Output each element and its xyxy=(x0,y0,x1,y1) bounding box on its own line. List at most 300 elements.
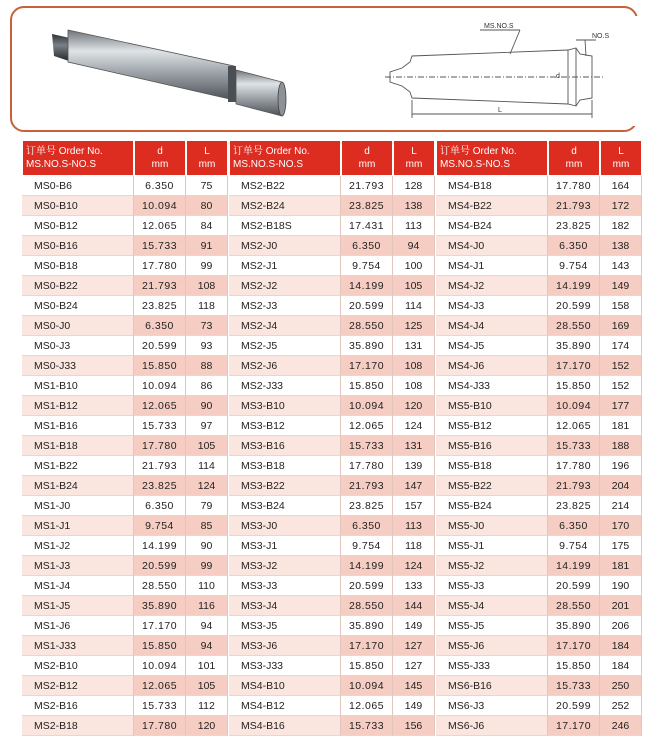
table-row xyxy=(229,396,435,416)
order-no-cell: MS3-B18 xyxy=(229,456,341,476)
table-row xyxy=(229,596,435,616)
d-header-label: d xyxy=(157,146,163,157)
d-cell: 9.754 xyxy=(341,536,393,556)
order-no-cell: MS2-J2 xyxy=(229,276,341,296)
table-row xyxy=(22,236,228,256)
d-cell: 6.350 xyxy=(134,316,186,336)
table-row xyxy=(22,496,228,516)
table-row xyxy=(22,676,228,696)
d-cell: 9.754 xyxy=(341,256,393,276)
d-cell: 14.199 xyxy=(134,536,186,556)
L-cell: 206 xyxy=(600,616,642,636)
table-row xyxy=(22,656,228,676)
order-no-cell: MS2-J6 xyxy=(229,356,341,376)
d-cell: 10.094 xyxy=(134,196,186,216)
d-header-unit: mm xyxy=(565,159,583,170)
d-header xyxy=(134,140,186,176)
order-no-cell: MS5-B12 xyxy=(436,416,548,436)
d-cell: 21.793 xyxy=(341,476,393,496)
d-cell: 9.754 xyxy=(134,516,186,536)
d-cell: 17.431 xyxy=(341,216,393,236)
order-no-cell: MS3-J0 xyxy=(229,516,341,536)
table-row xyxy=(436,656,642,676)
L-cell: 75 xyxy=(186,176,228,196)
d-cell: 10.094 xyxy=(341,676,393,696)
order-no-cell: MS3-J33 xyxy=(229,656,341,676)
order-no-header-line2: MS.NO.S-NO.S xyxy=(233,159,304,170)
L-cell: 105 xyxy=(186,676,228,696)
spec-table-group-3 xyxy=(436,140,642,736)
d-cell: 15.850 xyxy=(548,376,600,396)
table-row xyxy=(22,356,228,376)
table-row xyxy=(22,196,228,216)
table-row xyxy=(436,256,642,276)
order-no-cell: MS4-J6 xyxy=(436,356,548,376)
L-cell: 152 xyxy=(600,376,642,396)
product-photo xyxy=(42,16,332,126)
table-row xyxy=(436,616,642,636)
d-cell: 6.350 xyxy=(548,516,600,536)
L-cell: 108 xyxy=(393,376,435,396)
d-cell: 15.850 xyxy=(134,636,186,656)
L-cell: 86 xyxy=(186,376,228,396)
L-cell: 204 xyxy=(600,476,642,496)
table-row xyxy=(436,236,642,256)
table-row xyxy=(436,676,642,696)
L-cell: 181 xyxy=(600,556,642,576)
d-cell: 21.793 xyxy=(341,176,393,196)
d-cell: 23.825 xyxy=(548,496,600,516)
order-no-header-line1: 订单号 Order No. xyxy=(26,146,103,157)
L-cell: 124 xyxy=(186,476,228,496)
table-row xyxy=(436,416,642,436)
order-no-cell: MS5-J0 xyxy=(436,516,548,536)
table-row xyxy=(229,676,435,696)
L-cell: 139 xyxy=(393,456,435,476)
d-cell: 17.170 xyxy=(134,616,186,636)
order-no-cell: MS5-J1 xyxy=(436,536,548,556)
order-no-cell: MS3-J6 xyxy=(229,636,341,656)
d-cell: 35.890 xyxy=(341,336,393,356)
technical-drawing xyxy=(380,16,638,126)
table-header-row xyxy=(22,140,228,176)
L-cell: 182 xyxy=(600,216,642,236)
d-cell: 15.733 xyxy=(134,416,186,436)
L-cell: 145 xyxy=(393,676,435,696)
table-row xyxy=(229,656,435,676)
table-row xyxy=(436,556,642,576)
table-row xyxy=(229,216,435,236)
d-cell: 10.094 xyxy=(134,376,186,396)
table-row xyxy=(436,436,642,456)
L-cell: 246 xyxy=(600,716,642,736)
L-cell: 196 xyxy=(600,456,642,476)
order-no-cell: MS5-J6 xyxy=(436,636,548,656)
d-cell: 23.825 xyxy=(548,216,600,236)
order-no-cell: MS5-B18 xyxy=(436,456,548,476)
table-row xyxy=(22,476,228,496)
order-no-cell: MS3-B22 xyxy=(229,476,341,496)
L-cell: 174 xyxy=(600,336,642,356)
order-no-cell: MS1-J4 xyxy=(22,576,134,596)
L-cell: 149 xyxy=(393,616,435,636)
table-row xyxy=(22,516,228,536)
table-row xyxy=(22,636,228,656)
order-no-cell: MS3-J1 xyxy=(229,536,341,556)
d-cell: 15.850 xyxy=(134,356,186,376)
table-row xyxy=(229,176,435,196)
L-cell: 128 xyxy=(393,176,435,196)
table-row xyxy=(229,256,435,276)
L-cell: 120 xyxy=(393,396,435,416)
order-no-cell: MS2-J5 xyxy=(229,336,341,356)
d-cell: 14.199 xyxy=(548,276,600,296)
L-cell: 143 xyxy=(600,256,642,276)
table-row xyxy=(22,216,228,236)
L-cell: 80 xyxy=(186,196,228,216)
table-row xyxy=(229,196,435,216)
d-cell: 20.599 xyxy=(548,696,600,716)
order-no-header-line2: MS.NO.S-NO.S xyxy=(440,159,511,170)
table-row xyxy=(22,556,228,576)
L-cell: 133 xyxy=(393,576,435,596)
d-cell: 23.825 xyxy=(134,476,186,496)
d-cell: 10.094 xyxy=(134,656,186,676)
d-cell: 12.065 xyxy=(134,676,186,696)
d-cell: 9.754 xyxy=(548,536,600,556)
L-cell: 112 xyxy=(186,696,228,716)
order-no-cell: MS2-J4 xyxy=(229,316,341,336)
L-cell: 157 xyxy=(393,496,435,516)
L-cell: 144 xyxy=(393,596,435,616)
table-row xyxy=(436,196,642,216)
L-header-label: L xyxy=(204,146,210,157)
table-row xyxy=(229,416,435,436)
order-no-cell: MS0-B10 xyxy=(22,196,134,216)
d-cell: 21.793 xyxy=(134,456,186,476)
order-no-cell: MS3-J5 xyxy=(229,616,341,636)
L-cell: 124 xyxy=(393,416,435,436)
order-no-header xyxy=(229,140,341,176)
order-no-cell: MS0-B24 xyxy=(22,296,134,316)
d-cell: 14.199 xyxy=(548,556,600,576)
d-cell: 23.825 xyxy=(341,196,393,216)
table-row xyxy=(436,536,642,556)
spec-table xyxy=(22,140,228,736)
L-cell: 125 xyxy=(393,316,435,336)
d-cell: 28.550 xyxy=(341,316,393,336)
L-cell: 252 xyxy=(600,696,642,716)
table-row xyxy=(229,576,435,596)
L-cell: 170 xyxy=(600,516,642,536)
L-header xyxy=(393,140,435,176)
order-no-cell: MS0-B12 xyxy=(22,216,134,236)
table-row xyxy=(229,616,435,636)
L-cell: 188 xyxy=(600,436,642,456)
table-row xyxy=(436,316,642,336)
table-row xyxy=(436,496,642,516)
table-row xyxy=(436,636,642,656)
d-cell: 28.550 xyxy=(341,596,393,616)
diagram-no-label: NO.S xyxy=(592,33,610,40)
d-header xyxy=(548,140,600,176)
diagram-L-label: L xyxy=(498,107,502,114)
table-row xyxy=(22,316,228,336)
table-row xyxy=(229,276,435,296)
table-row xyxy=(22,416,228,436)
order-no-header xyxy=(22,140,134,176)
table-row xyxy=(22,336,228,356)
L-cell: 94 xyxy=(393,236,435,256)
L-cell: 118 xyxy=(186,296,228,316)
L-cell: 88 xyxy=(186,356,228,376)
order-no-cell: MS6-J3 xyxy=(436,696,548,716)
order-no-cell: MS1-J6 xyxy=(22,616,134,636)
d-cell: 9.754 xyxy=(548,256,600,276)
table-row xyxy=(229,236,435,256)
L-cell: 85 xyxy=(186,516,228,536)
d-cell: 15.850 xyxy=(341,656,393,676)
order-no-cell: MS1-J3 xyxy=(22,556,134,576)
order-no-cell: MS5-J2 xyxy=(436,556,548,576)
table-row xyxy=(436,216,642,236)
order-no-cell: MS0-J33 xyxy=(22,356,134,376)
table-header-row xyxy=(229,140,435,176)
table-row xyxy=(436,396,642,416)
table-row xyxy=(229,376,435,396)
order-no-cell: MS1-B24 xyxy=(22,476,134,496)
order-no-cell: MS6-B16 xyxy=(436,676,548,696)
d-cell: 17.780 xyxy=(341,456,393,476)
table-row xyxy=(436,336,642,356)
L-cell: 120 xyxy=(186,716,228,736)
order-no-cell: MS2-B24 xyxy=(229,196,341,216)
table-row xyxy=(436,376,642,396)
table-row xyxy=(436,516,642,536)
d-cell: 10.094 xyxy=(548,396,600,416)
L-cell: 110 xyxy=(186,576,228,596)
order-no-header-line1: 订单号 Order No. xyxy=(440,146,517,157)
table-row xyxy=(22,596,228,616)
order-no-cell: MS1-B22 xyxy=(22,456,134,476)
table-row xyxy=(22,436,228,456)
L-cell: 94 xyxy=(186,616,228,636)
L-cell: 105 xyxy=(393,276,435,296)
table-row xyxy=(22,296,228,316)
order-no-cell: MS4-B18 xyxy=(436,176,548,196)
L-cell: 147 xyxy=(393,476,435,496)
L-cell: 108 xyxy=(186,276,228,296)
table-row xyxy=(436,696,642,716)
spec-tables xyxy=(22,140,642,750)
table-header-row xyxy=(436,140,642,176)
L-header xyxy=(186,140,228,176)
order-no-cell: MS4-J4 xyxy=(436,316,548,336)
L-cell: 84 xyxy=(186,216,228,236)
d-cell: 12.065 xyxy=(341,416,393,436)
L-cell: 99 xyxy=(186,256,228,276)
order-no-cell: MS0-B6 xyxy=(22,176,134,196)
order-no-cell: MS2-B18 xyxy=(22,716,134,736)
order-no-cell: MS0-B16 xyxy=(22,236,134,256)
order-no-cell: MS5-J4 xyxy=(436,596,548,616)
order-no-cell: MS1-B18 xyxy=(22,436,134,456)
order-no-cell: MS4-B22 xyxy=(436,196,548,216)
L-header xyxy=(600,140,642,176)
table-row xyxy=(22,536,228,556)
d-cell: 28.550 xyxy=(548,596,600,616)
order-no-cell: MS2-J3 xyxy=(229,296,341,316)
L-cell: 169 xyxy=(600,316,642,336)
order-no-header xyxy=(436,140,548,176)
order-no-header-line1: 订单号 Order No. xyxy=(233,146,310,157)
L-cell: 101 xyxy=(186,656,228,676)
L-cell: 97 xyxy=(186,416,228,436)
d-header-unit: mm xyxy=(151,159,169,170)
table-row xyxy=(22,616,228,636)
d-cell: 12.065 xyxy=(134,396,186,416)
table-row xyxy=(229,716,435,736)
table-row xyxy=(229,536,435,556)
table-row xyxy=(22,696,228,716)
L-header-unit: mm xyxy=(198,159,216,170)
order-no-cell: MS4-J0 xyxy=(436,236,548,256)
d-cell: 20.599 xyxy=(548,296,600,316)
d-cell: 14.199 xyxy=(341,276,393,296)
d-cell: 17.170 xyxy=(548,356,600,376)
d-cell: 6.350 xyxy=(341,236,393,256)
L-cell: 172 xyxy=(600,196,642,216)
d-cell: 6.350 xyxy=(134,496,186,516)
d-cell: 15.733 xyxy=(341,716,393,736)
table-row xyxy=(229,636,435,656)
table-row xyxy=(22,276,228,296)
L-cell: 91 xyxy=(186,236,228,256)
table-row xyxy=(229,496,435,516)
L-cell: 90 xyxy=(186,396,228,416)
table-row xyxy=(22,576,228,596)
order-no-cell: MS0-J3 xyxy=(22,336,134,356)
d-cell: 17.780 xyxy=(548,176,600,196)
L-cell: 138 xyxy=(600,236,642,256)
order-no-cell: MS1-J2 xyxy=(22,536,134,556)
d-cell: 20.599 xyxy=(134,336,186,356)
d-cell: 21.793 xyxy=(134,276,186,296)
order-no-cell: MS2-J0 xyxy=(229,236,341,256)
L-cell: 114 xyxy=(186,456,228,476)
spec-table xyxy=(229,140,435,736)
order-no-cell: MS4-J3 xyxy=(436,296,548,316)
spec-table xyxy=(436,140,642,736)
order-no-cell: MS5-B10 xyxy=(436,396,548,416)
order-no-cell: MS6-J6 xyxy=(436,716,548,736)
d-cell: 20.599 xyxy=(341,296,393,316)
d-cell: 17.780 xyxy=(134,716,186,736)
table-row xyxy=(22,456,228,476)
table-row xyxy=(436,356,642,376)
d-cell: 28.550 xyxy=(548,316,600,336)
d-cell: 17.170 xyxy=(548,636,600,656)
L-cell: 108 xyxy=(393,356,435,376)
table-row xyxy=(436,296,642,316)
L-cell: 149 xyxy=(393,696,435,716)
table-row xyxy=(229,436,435,456)
L-cell: 181 xyxy=(600,416,642,436)
d-cell: 15.733 xyxy=(134,696,186,716)
order-no-cell: MS2-B18S xyxy=(229,216,341,236)
order-no-cell: MS4-J33 xyxy=(436,376,548,396)
order-no-cell: MS1-J1 xyxy=(22,516,134,536)
d-cell: 35.890 xyxy=(341,616,393,636)
d-cell: 23.825 xyxy=(134,296,186,316)
d-cell: 12.065 xyxy=(134,216,186,236)
L-cell: 90 xyxy=(186,536,228,556)
d-cell: 15.733 xyxy=(134,236,186,256)
table-row xyxy=(229,556,435,576)
d-cell: 35.890 xyxy=(548,336,600,356)
order-no-cell: MS4-J5 xyxy=(436,336,548,356)
L-cell: 105 xyxy=(186,436,228,456)
L-cell: 100 xyxy=(393,256,435,276)
d-cell: 20.599 xyxy=(548,576,600,596)
d-cell: 14.199 xyxy=(341,556,393,576)
table-row xyxy=(436,576,642,596)
order-no-cell: MS4-B24 xyxy=(436,216,548,236)
d-cell: 17.780 xyxy=(134,256,186,276)
order-no-cell: MS5-J3 xyxy=(436,576,548,596)
order-no-cell: MS1-B10 xyxy=(22,376,134,396)
table-row xyxy=(22,716,228,736)
spec-table-group-2 xyxy=(229,140,435,736)
order-no-cell: MS3-B16 xyxy=(229,436,341,456)
d-cell: 17.780 xyxy=(548,456,600,476)
L-cell: 164 xyxy=(600,176,642,196)
table-row xyxy=(436,456,642,476)
order-no-cell: MS3-J3 xyxy=(229,576,341,596)
L-cell: 99 xyxy=(186,556,228,576)
d-cell: 35.890 xyxy=(548,616,600,636)
order-no-cell: MS5-J33 xyxy=(436,656,548,676)
order-no-cell: MS3-J2 xyxy=(229,556,341,576)
L-header-label: L xyxy=(618,146,624,157)
order-no-cell: MS4-B10 xyxy=(229,676,341,696)
d-cell: 17.170 xyxy=(548,716,600,736)
order-no-cell: MS4-B16 xyxy=(229,716,341,736)
d-cell: 15.850 xyxy=(548,656,600,676)
table-row xyxy=(22,256,228,276)
order-no-cell: MS1-J0 xyxy=(22,496,134,516)
d-header-unit: mm xyxy=(358,159,376,170)
d-cell: 6.350 xyxy=(548,236,600,256)
order-no-cell: MS0-B18 xyxy=(22,256,134,276)
L-cell: 184 xyxy=(600,636,642,656)
order-no-cell: MS2-B10 xyxy=(22,656,134,676)
order-no-cell: MS4-J2 xyxy=(436,276,548,296)
order-no-cell: MS0-J0 xyxy=(22,316,134,336)
d-cell: 28.550 xyxy=(134,576,186,596)
L-cell: 114 xyxy=(393,296,435,316)
order-no-cell: MS2-B12 xyxy=(22,676,134,696)
table-row xyxy=(229,476,435,496)
order-no-cell: MS4-J1 xyxy=(436,256,548,276)
table-row xyxy=(229,316,435,336)
table-row xyxy=(229,516,435,536)
table-row xyxy=(436,716,642,736)
d-cell: 6.350 xyxy=(134,176,186,196)
table-row xyxy=(436,476,642,496)
order-no-cell: MS2-B22 xyxy=(229,176,341,196)
d-cell: 15.850 xyxy=(341,376,393,396)
